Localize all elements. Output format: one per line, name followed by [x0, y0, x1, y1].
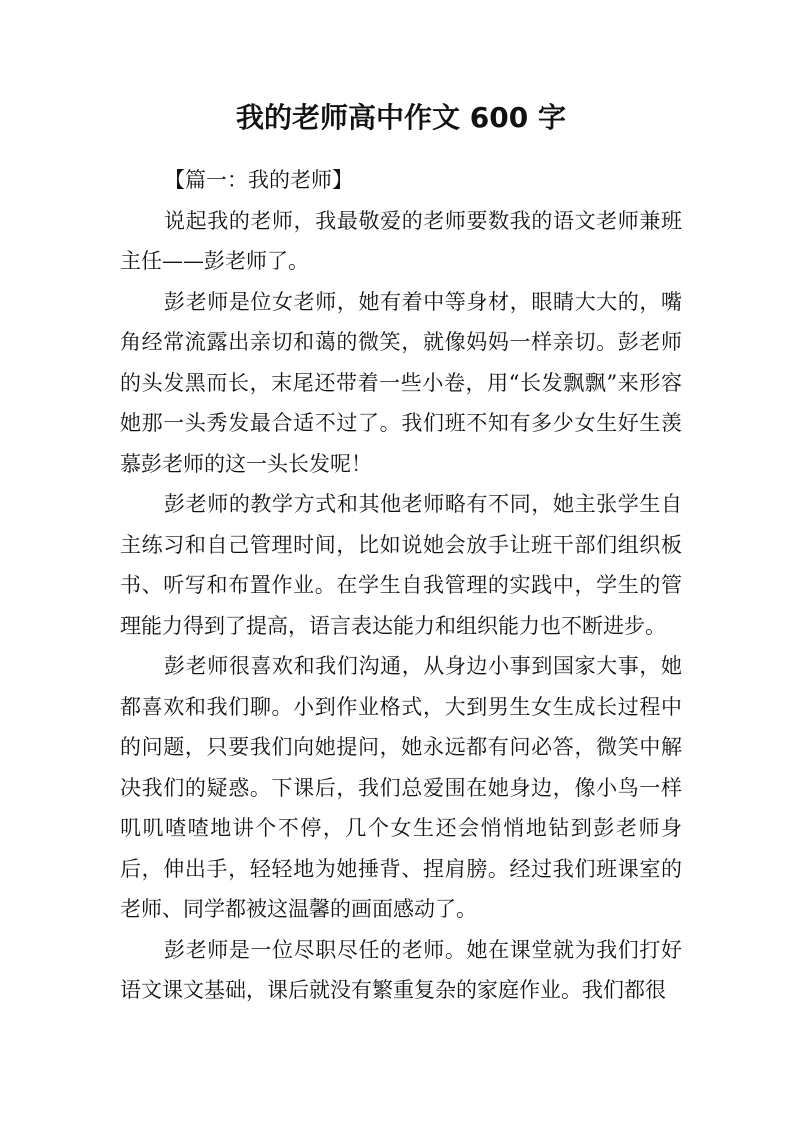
paragraph-2: 彭老师是位女老师，她有着中等身材，眼睛大大的，嘴角经常流露出亲切和蔼的微笑，就像妈妈一样亲切。彭老师的头发黑而长，末尾还带着一些小卷，用“长发飘飘”来形容她那一头秀发最合适不过了。我们班不知有多少女生好生羡慕彭老师的这一头长发呢！ [120, 289, 682, 476]
paragraph-1: 说起我的老师，我最敬爱的老师要数我的语文老师兼班主任——彭老师了。 [120, 208, 682, 273]
paragraph-3: 彭老师的教学方式和其他老师略有不同，她主张学生自主练习和自己管理时间，比如说她会放手让班干部们组织板书、听写和布置作业。在学生自我管理的实践中，学生的管理能力得到了提高，语言表达能力和组织能力也不断进步。 [120, 492, 682, 638]
document-title: 我的老师高中作文 600 字 [236, 101, 566, 134]
paragraph-4: 彭老师很喜欢和我们沟通，从身边小事到国家大事，她都喜欢和我们聊。小到作业格式，大到男生女生成长过程中的问题，只要我们向她提问，她永远都有问必答，微笑中解决我们的疑惑。下课后，我们总爱围在她身边，像小鸟一样叽叽喳喳地讲个不停，几个女生还会悄悄地钻到彭老师身后，伸出手，轻轻地为她捶背、捏肩膀。经过我们班课室的老师、同学都被这温馨的画面感动了。 [120, 654, 682, 921]
section-heading: 【篇一：我的老师】 [164, 168, 353, 192]
paragraph-5: 彭老师是一位尽职尽任的老师。她在课堂就为我们打好语文课文基础，课后就没有繁重复杂的家庭作业。我们都很 [120, 937, 682, 1002]
